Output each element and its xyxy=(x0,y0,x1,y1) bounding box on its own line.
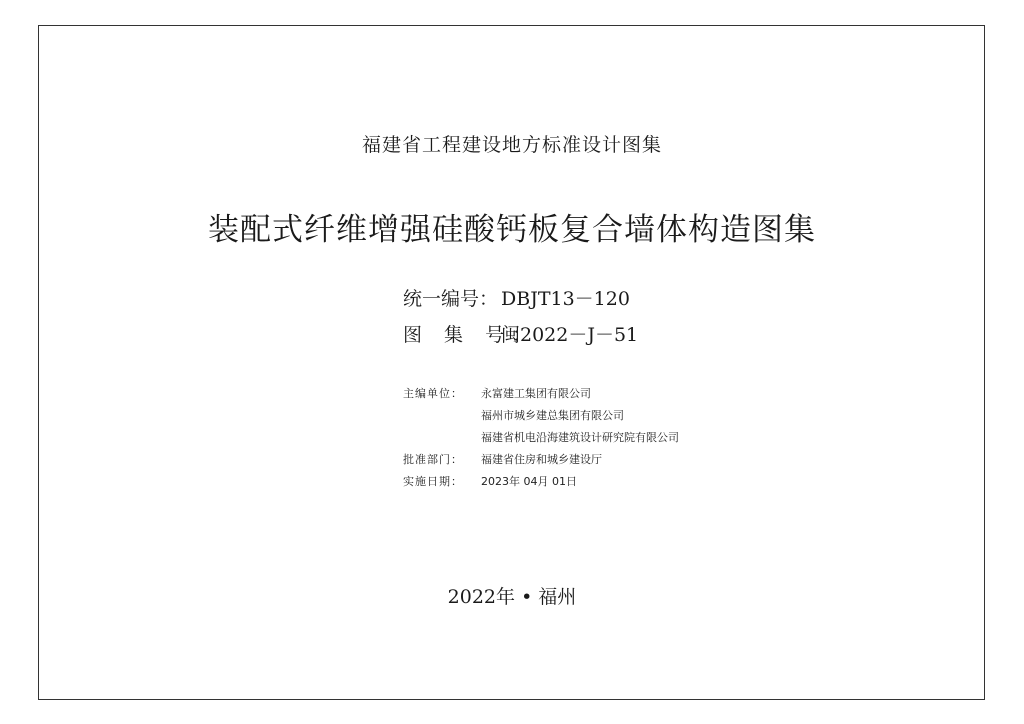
unified-number-line xyxy=(403,284,630,311)
atlas-number-label: 图 集 号： xyxy=(403,324,540,346)
effective-date-label: 实施日期： xyxy=(403,475,463,488)
editor-unit: 福州市城乡建总集团有限公司 xyxy=(481,409,624,422)
editor-unit: 福建省机电沿海建筑设计研究院有限公司 xyxy=(481,431,679,444)
editor-row xyxy=(403,407,624,423)
approval-row xyxy=(403,451,602,467)
editor-row xyxy=(403,385,591,401)
atlas-number-value: 闽2022－J－51 xyxy=(501,324,639,346)
main-title: 装配式纤维增强硅酸钙板复合墙体构造图集 xyxy=(208,212,816,248)
unified-number-label: 统一编号： xyxy=(403,288,499,310)
effective-date-value: 2023年 04月 01日 xyxy=(481,475,577,488)
footer-date-place: 2022年 • 福州 xyxy=(447,586,577,608)
editor-label: 主编单位： xyxy=(403,387,463,400)
atlas-number-line xyxy=(403,320,638,347)
approval-label: 批准部门： xyxy=(403,453,463,466)
editor-unit: 永富建工集团有限公司 xyxy=(481,387,591,400)
editor-row xyxy=(403,429,679,445)
unified-number-value: DBJT13－120 xyxy=(501,288,630,310)
effective-date-row xyxy=(403,473,577,489)
approval-value: 福建省住房和城乡建设厅 xyxy=(481,453,602,466)
series-title: 福建省工程建设地方标准设计图集 xyxy=(361,134,662,156)
